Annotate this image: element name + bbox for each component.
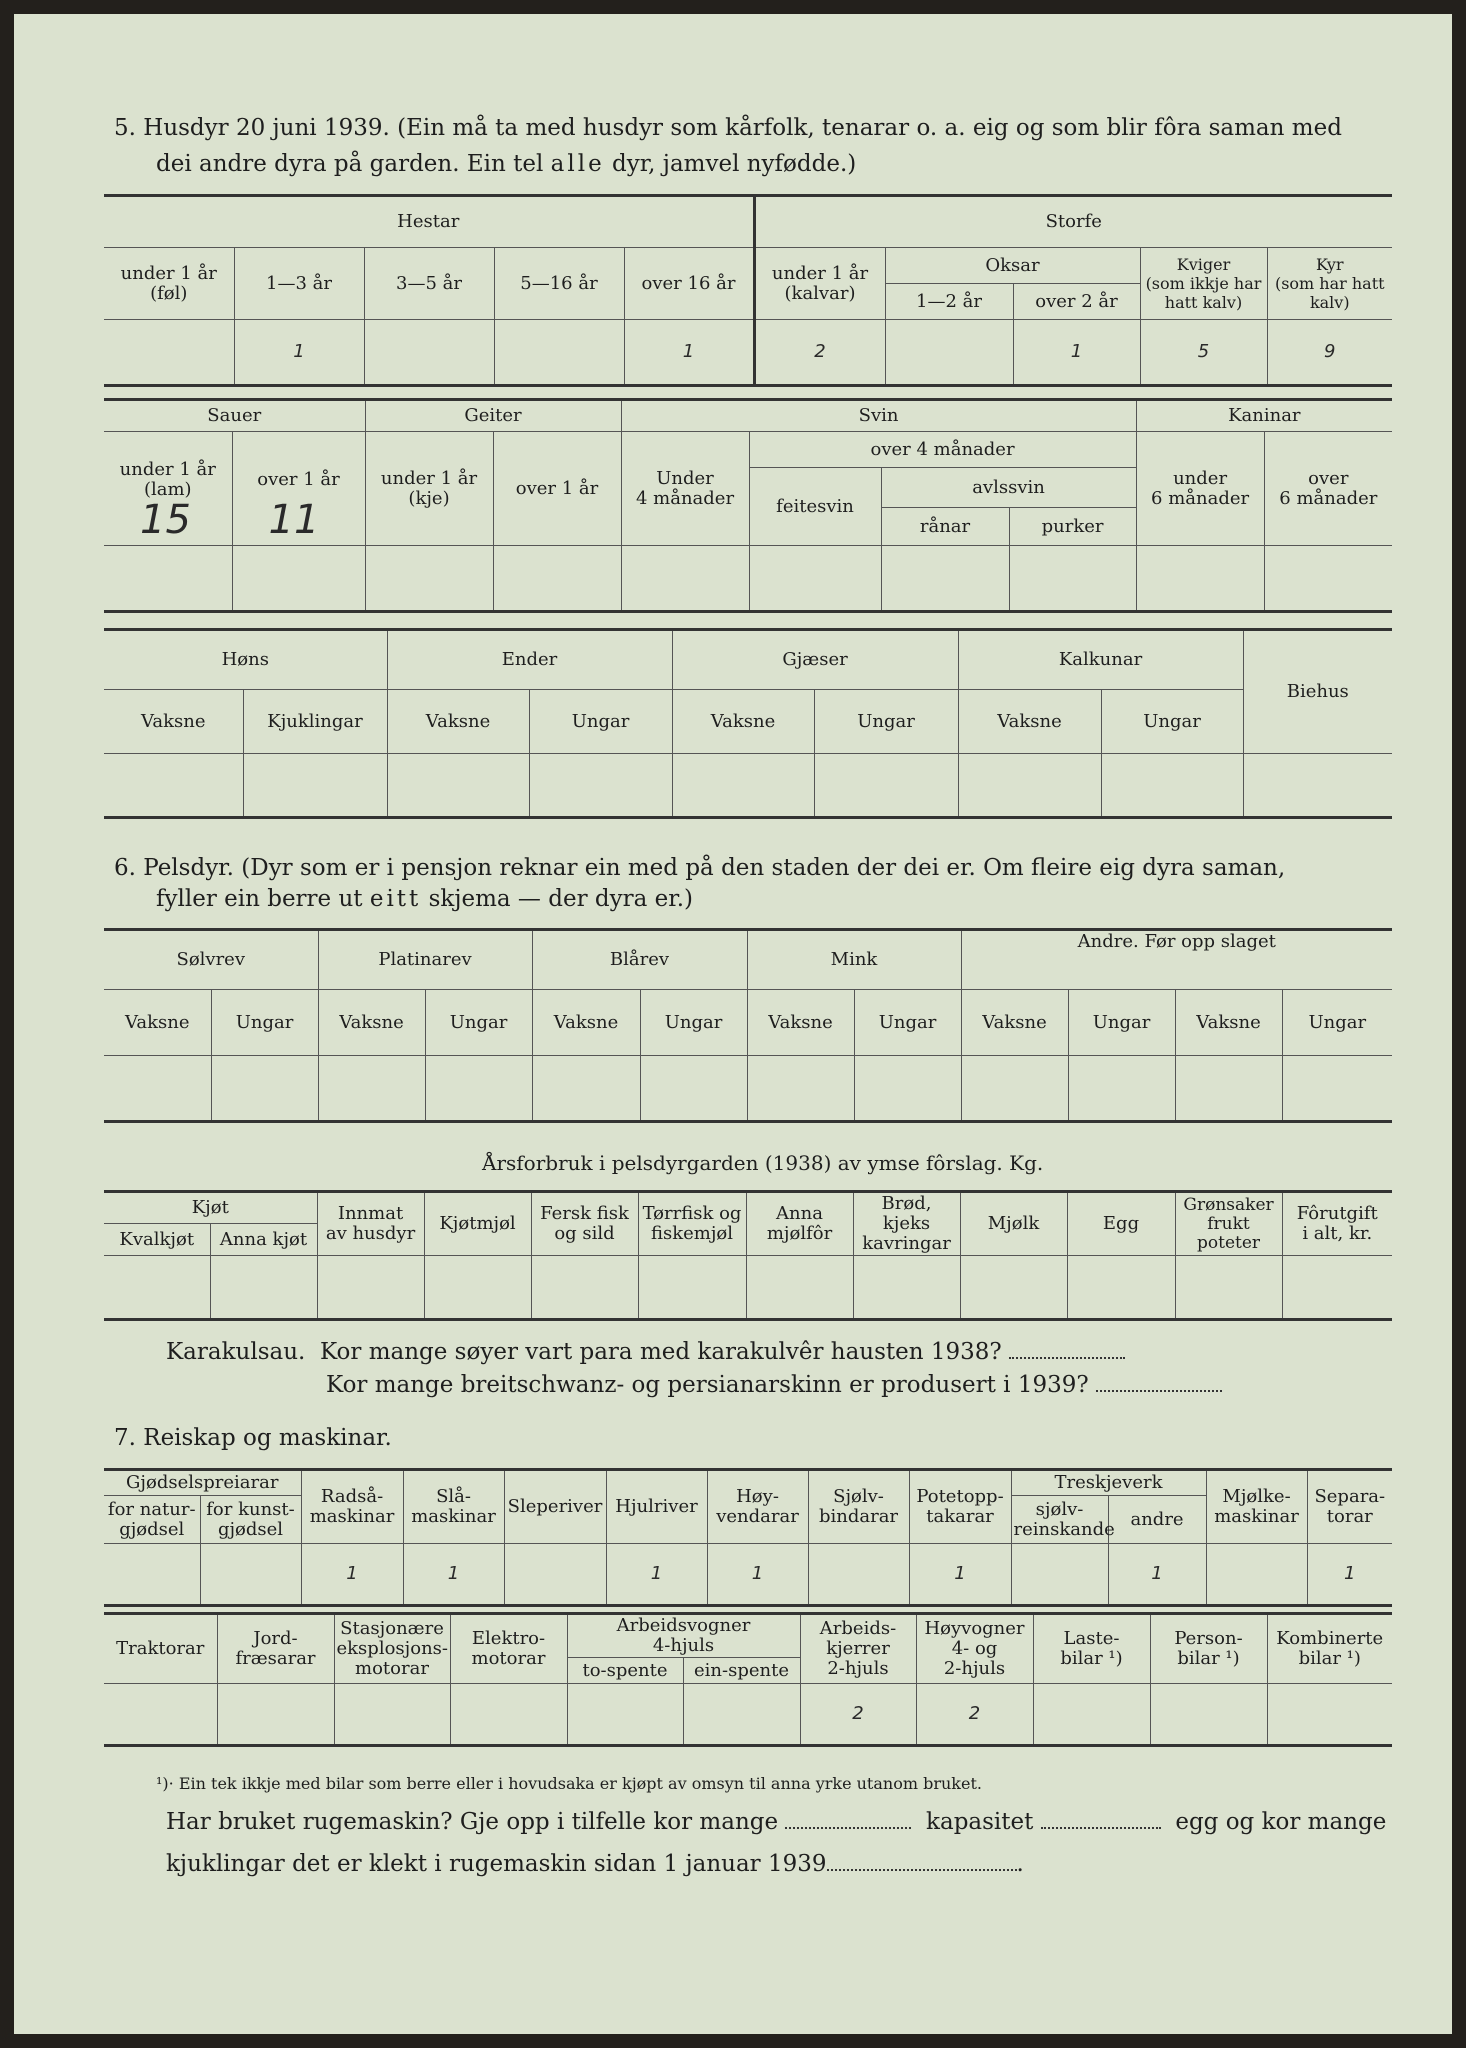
geiter-over1-header: over 1 år (493, 432, 621, 546)
solvrev-vaksne-header: Vaksne (104, 990, 211, 1056)
hjulriver-cell[interactable]: 1 (606, 1544, 707, 1606)
tospente-header: to-spente (567, 1658, 683, 1684)
kombinerte-bilar-cell[interactable] (1267, 1684, 1392, 1746)
karakul-q2-row (326, 1369, 1222, 1401)
kaninar-over6-header: over 6 månader (1264, 432, 1392, 546)
kyr-cell[interactable]: 9 (1267, 320, 1392, 386)
storfe-header: Storfe (754, 196, 1392, 248)
forutgift-cell[interactable] (1282, 1256, 1392, 1320)
andre2-vaksne-header: Vaksne (1175, 990, 1282, 1056)
solvrev-ungar-header: Ungar (211, 990, 318, 1056)
kalkunar-vaksne-cell[interactable] (958, 754, 1101, 818)
sauer-lam-value: 15 (140, 497, 191, 543)
storfe-kalvar-cell[interactable]: 2 (754, 320, 885, 386)
platinarev-ungar-cell[interactable] (425, 1056, 532, 1122)
vogner-table (104, 1612, 1392, 1747)
sleperiver-header: Sleperiver (504, 1470, 606, 1544)
personbilar-cell[interactable] (1150, 1684, 1267, 1746)
andre2-vaksne-cell[interactable] (1175, 1056, 1282, 1122)
innmat-header: Innmat av husdyr (317, 1192, 424, 1256)
karakul-q2: Kor mange breitschwanz- og persianarskinn er produsert i 1939? (326, 1372, 1089, 1398)
radsaa-header: Radså- maskinar (301, 1470, 403, 1544)
hestar-over16-cell[interactable]: 1 (624, 320, 754, 386)
anna-mjolfor-cell[interactable] (746, 1256, 853, 1320)
karakul-label: Karakulsau. (166, 1339, 306, 1365)
platinarev-ungar-header: Ungar (425, 990, 532, 1056)
hestar-1-3-cell[interactable]: 1 (234, 320, 364, 386)
separatorar-header: Separa- torar (1307, 1470, 1392, 1544)
traktorar-cell[interactable] (104, 1684, 217, 1746)
egg-header: Egg (1067, 1192, 1175, 1256)
sauer-header: Sauer (104, 400, 365, 432)
kaninar-under6-cell[interactable] (1136, 546, 1264, 612)
andre-header: Andre. Før opp slaget (961, 930, 1392, 990)
ender-ungar-header: Ungar (529, 690, 672, 754)
section5-line1: 5. Husdyr 20 juni 1939. (Ein må ta med husdyr som kårfolk, tenarar o. a. eig og som blir fôra saman med (114, 115, 1342, 141)
biehus-cell[interactable] (1243, 754, 1392, 818)
lastebilar-cell[interactable] (1033, 1684, 1150, 1746)
hjulriver-header: Hjulriver (606, 1470, 707, 1544)
elektromotorar-cell[interactable] (450, 1684, 567, 1746)
oksar-1-2-cell[interactable] (885, 320, 1013, 386)
rugemaskin-q1: Har bruket rugemaskin? Gje opp i tilfelle kor mange kapasitet egg og kor mange (166, 1809, 1387, 1835)
sleperiver-cell[interactable] (504, 1544, 606, 1606)
ender-vaksne-header: Vaksne (387, 690, 529, 754)
treskjeverk-andre-header: andre (1108, 1496, 1206, 1544)
stasjonaere-motorar-cell[interactable] (334, 1684, 450, 1746)
svin-under4-header: Under 4 månader (621, 432, 749, 546)
kyr-header: Kyr (som har hatt kalv) (1267, 248, 1392, 320)
blaarev-ungar-cell[interactable] (640, 1056, 747, 1122)
hons-vaksne-cell[interactable] (104, 754, 243, 818)
kalkunar-header: Kalkunar (958, 630, 1243, 690)
kalkunar-vaksne-header: Vaksne (958, 690, 1101, 754)
pelsdyr-table (104, 928, 1392, 1123)
brod-kjeks-cell[interactable] (853, 1256, 960, 1320)
mink-ungar-cell[interactable] (854, 1056, 961, 1122)
purker-cell[interactable] (1009, 546, 1136, 612)
arbeidskjerrer-cell[interactable]: 2 (800, 1684, 916, 1746)
kvalkjot-cell[interactable] (104, 1256, 210, 1320)
hestar-storfe-table (104, 194, 1392, 387)
purker-header: purker (1009, 508, 1136, 546)
jordfraesarar-header: Jord- fræsarar (217, 1614, 334, 1684)
section5-line2: dei andre dyra på garden. Ein tel alle dyr, jamvel nyfødde.) (156, 151, 857, 177)
ender-header: Ender (387, 630, 672, 690)
ender-ungar-cell[interactable] (529, 754, 672, 818)
hestar-over16-header: over 16 år (624, 248, 754, 320)
einspente-header: ein-spente (683, 1658, 800, 1684)
feitesvin-cell[interactable] (749, 546, 881, 612)
oksar-over2-cell[interactable]: 1 (1013, 320, 1140, 386)
mjolk-header: Mjølk (960, 1192, 1067, 1256)
feitesvin-header: feitesvin (749, 468, 881, 546)
andre1-vaksne-cell[interactable] (961, 1056, 1068, 1122)
hestar-3-5-header: 3—5 år (364, 248, 494, 320)
gjodselspreiarar-header: Gjødselspreiarar (104, 1470, 301, 1496)
kombinerte-bilar-header: Kombinerte bilar ¹) (1267, 1614, 1392, 1684)
sjolvreinskande-header: sjølv- reinskande (1011, 1496, 1108, 1544)
elektromotorar-header: Elektro- motorar (450, 1614, 567, 1684)
ender-vaksne-cell[interactable] (387, 754, 529, 818)
platinarev-header: Platinarev (318, 930, 532, 990)
hestar-5-16-cell[interactable] (494, 320, 624, 386)
gjaeser-ungar-cell[interactable] (814, 754, 958, 818)
slaa-header: Slå- maskinar (403, 1470, 504, 1544)
storfe-kalvar-header: under 1 år (kalvar) (754, 248, 885, 320)
karakul-q1-row (166, 1336, 1125, 1368)
kalkunar-ungar-cell[interactable] (1101, 754, 1243, 818)
annakjot-cell[interactable] (210, 1256, 317, 1320)
gjaeser-header: Gjæser (672, 630, 958, 690)
andre2-ungar-cell[interactable] (1282, 1056, 1392, 1122)
hestar-under1-header: under 1 år (føl) (104, 248, 234, 320)
kvalkjot-header: Kvalkjøt (104, 1224, 210, 1256)
form-page (14, 14, 1452, 2034)
forutgift-header: Fôrutgift i alt, kr. (1282, 1192, 1392, 1256)
hons-kjuklingar-cell[interactable] (243, 754, 387, 818)
blaarev-header: Blårev (532, 930, 747, 990)
platinarev-vaksne-header: Vaksne (318, 990, 425, 1056)
section7-title: 7. Reiskap og maskinar. (114, 1425, 392, 1451)
raanar-cell[interactable] (881, 546, 1009, 612)
blaarev-vaksne-cell[interactable] (532, 1056, 640, 1122)
mink-vaksne-header: Vaksne (747, 990, 854, 1056)
hoyvogner-header: Høyvogner 4- og 2-hjuls (916, 1614, 1033, 1684)
mjolkemaskinar-header: Mjølke- maskinar (1206, 1470, 1307, 1544)
traktorar-header: Traktorar (104, 1614, 217, 1684)
torrfisk-header: Tørrfisk og fiskemjøl (638, 1192, 746, 1256)
oksar-header: Oksar (885, 248, 1140, 284)
svin-header: Svin (621, 400, 1136, 432)
platinarev-vaksne-cell[interactable] (318, 1056, 425, 1122)
kjotmjol-cell[interactable] (424, 1256, 531, 1320)
biehus-header: Biehus (1243, 630, 1392, 754)
fersk-fisk-cell[interactable] (531, 1256, 638, 1320)
annakjot-header: Anna kjøt (210, 1224, 317, 1256)
solvrev-ungar-cell[interactable] (211, 1056, 318, 1122)
andre2-ungar-header: Ungar (1282, 990, 1392, 1056)
geiter-header: Geiter (365, 400, 621, 432)
geiter-kje-header: under 1 år (kje) (365, 432, 493, 546)
mjolk-cell[interactable] (960, 1256, 1067, 1320)
aarsforbruk-table (104, 1190, 1392, 1321)
hons-header: Høns (104, 630, 387, 690)
geiter-kje-cell[interactable] (365, 546, 493, 612)
sjolvbindarar-header: Sjølv- bindarar (808, 1470, 909, 1544)
hestar-header: Hestar (104, 196, 754, 248)
hestar-1-3-header: 1—3 år (234, 248, 364, 320)
geiter-over1-cell[interactable] (493, 546, 621, 612)
treskjeverk-header: Treskjeverk (1011, 1470, 1206, 1496)
sauer-over1-cell[interactable] (232, 497, 365, 612)
gjaeser-vaksne-cell[interactable] (672, 754, 814, 818)
andre1-ungar-cell[interactable] (1068, 1056, 1175, 1122)
radsaa-cell[interactable]: 1 (301, 1544, 403, 1606)
jordfraesarar-cell[interactable] (217, 1684, 334, 1746)
oksar-1-2-header: 1—2 år (885, 284, 1013, 320)
solvrev-header: Sølvrev (104, 930, 318, 990)
sjolvbindarar-cell[interactable] (808, 1544, 909, 1606)
sauer-geiter-svin-table (104, 398, 1392, 613)
mjolkemaskinar-cell[interactable] (1206, 1544, 1307, 1606)
hestar-3-5-cell[interactable] (364, 320, 494, 386)
sauer-lam-header: under 1 år (lam) (104, 432, 232, 546)
potetopptakarar-header: Potetopp- takarar (909, 1470, 1011, 1544)
hoyvogner-cell[interactable]: 2 (916, 1684, 1033, 1746)
section6-line2: fyller ein berre ut eitt skjema — der dyra er.) (156, 886, 693, 912)
kviger-header: Kviger (som ikkje har hatt kalv) (1140, 248, 1267, 320)
personbilar-header: Person- bilar ¹) (1150, 1614, 1267, 1684)
karakul-q1: Kor mange søyer vart para med karakulvêr hausten 1938? (319, 1339, 1002, 1365)
mink-ungar-header: Ungar (854, 990, 961, 1056)
sjolvreinskande-cell[interactable] (1011, 1544, 1108, 1606)
arbeidsvogner-header: Arbeidsvogner 4-hjuls (567, 1614, 800, 1658)
naturgjodsel-cell[interactable] (104, 1544, 200, 1606)
rugemaskin-q2: kjuklingar det er klekt i rugemaskin sidan 1 januar 1939 . (166, 1851, 1024, 1877)
arbeidskjerrer-header: Arbeids- kjerrer 2-hjuls (800, 1614, 916, 1684)
kunstgjodsel-header: for kunst- gjødsel (200, 1496, 301, 1544)
separatorar-cell[interactable]: 1 (1307, 1544, 1392, 1606)
hons-vaksne-header: Vaksne (104, 690, 243, 754)
kjot-header: Kjøt (104, 1192, 317, 1224)
mink-vaksne-cell[interactable] (747, 1056, 854, 1122)
gjaeser-vaksne-header: Vaksne (672, 690, 814, 754)
lastebilar-header: Laste- bilar ¹) (1033, 1614, 1150, 1684)
kalkunar-ungar-header: Ungar (1101, 690, 1243, 754)
gjaeser-ungar-header: Ungar (814, 690, 958, 754)
avlssvin-header: avlssvin (881, 468, 1136, 508)
karakul-q1-field[interactable] (1009, 1341, 1125, 1359)
karakul-q2-field[interactable] (1096, 1374, 1222, 1392)
fersk-fisk-header: Fersk fisk og sild (531, 1192, 638, 1256)
sauer-over1-value: 11 (268, 497, 320, 543)
kaninar-under6-header: under 6 månader (1136, 432, 1264, 546)
slaa-cell[interactable]: 1 (403, 1544, 504, 1606)
blaarev-vaksne-header: Vaksne (532, 990, 640, 1056)
potetopptakarar-cell[interactable]: 1 (909, 1544, 1011, 1606)
hons-kjuklingar-header: Kjuklingar (243, 690, 387, 754)
kviger-cell[interactable]: 5 (1140, 320, 1267, 386)
fjorfe-table (104, 628, 1392, 819)
sauer-lam-cell[interactable] (104, 497, 232, 612)
section6-line1: 6. Pelsdyr. (Dyr som er i pensjon reknar ein med på den staden der dei er. Om fleire eig dyra saman, (114, 855, 1286, 881)
andre1-ungar-header: Ungar (1068, 990, 1175, 1056)
hestar-under1-cell[interactable] (104, 320, 234, 386)
brod-kjeks-header: Brød, kjeks kavringar (853, 1192, 960, 1256)
sauer-over1-header: over 1 år (232, 432, 365, 546)
tospente-cell[interactable] (567, 1684, 683, 1746)
hestar-5-16-header: 5—16 år (494, 248, 624, 320)
rugemaskin-kapasitet-field[interactable] (1041, 1811, 1161, 1829)
oksar-over2-header: over 2 år (1013, 284, 1140, 320)
kjotmjol-header: Kjøtmjøl (424, 1192, 531, 1256)
anna-mjolfor-header: Anna mjølfôr (746, 1192, 853, 1256)
gronsaker-cell[interactable] (1175, 1256, 1282, 1320)
reiskap-table (104, 1468, 1392, 1607)
kaninar-over6-cell[interactable] (1264, 546, 1392, 612)
rugemaskin-kjuklingar-field[interactable] (827, 1853, 1017, 1871)
gronsaker-header: Grønsaker frukt poteter (1175, 1192, 1282, 1256)
kaninar-header: Kaninar (1136, 400, 1392, 432)
treskjeverk-andre-cell[interactable]: 1 (1108, 1544, 1206, 1606)
footnote: ¹)· Ein tek ikkje med bilar som berre eller i hovudsaka er kjøpt av omsyn til anna yrke utanom bruket. (156, 1774, 982, 1793)
mink-header: Mink (747, 930, 961, 990)
egg-cell[interactable] (1067, 1256, 1175, 1320)
einspente-cell[interactable] (683, 1684, 800, 1746)
naturgjodsel-header: for natur- gjødsel (104, 1496, 200, 1544)
rugemaskin-antal-field[interactable] (785, 1811, 911, 1829)
stasjonaere-motorar-header: Stasjonære eksplosjons- motorar (334, 1614, 450, 1684)
solvrev-vaksne-cell[interactable] (104, 1056, 211, 1122)
hoyvendarar-cell[interactable]: 1 (707, 1544, 808, 1606)
torrfisk-cell[interactable] (638, 1256, 746, 1320)
raanar-header: rånar (881, 508, 1009, 546)
svin-over4-header: over 4 månader (749, 432, 1136, 468)
blaarev-ungar-header: Ungar (640, 990, 747, 1056)
hoyvendarar-header: Høy- vendarar (707, 1470, 808, 1544)
andre1-vaksne-header: Vaksne (961, 990, 1068, 1056)
aarsforbruk-title: Årsforbruk i pelsdyrgarden (1938) av ymse fôrslag. Kg. (482, 1151, 1044, 1175)
svin-under4-cell[interactable] (621, 546, 749, 612)
innmat-cell[interactable] (317, 1256, 424, 1320)
kunstgjodsel-cell[interactable] (200, 1544, 301, 1606)
